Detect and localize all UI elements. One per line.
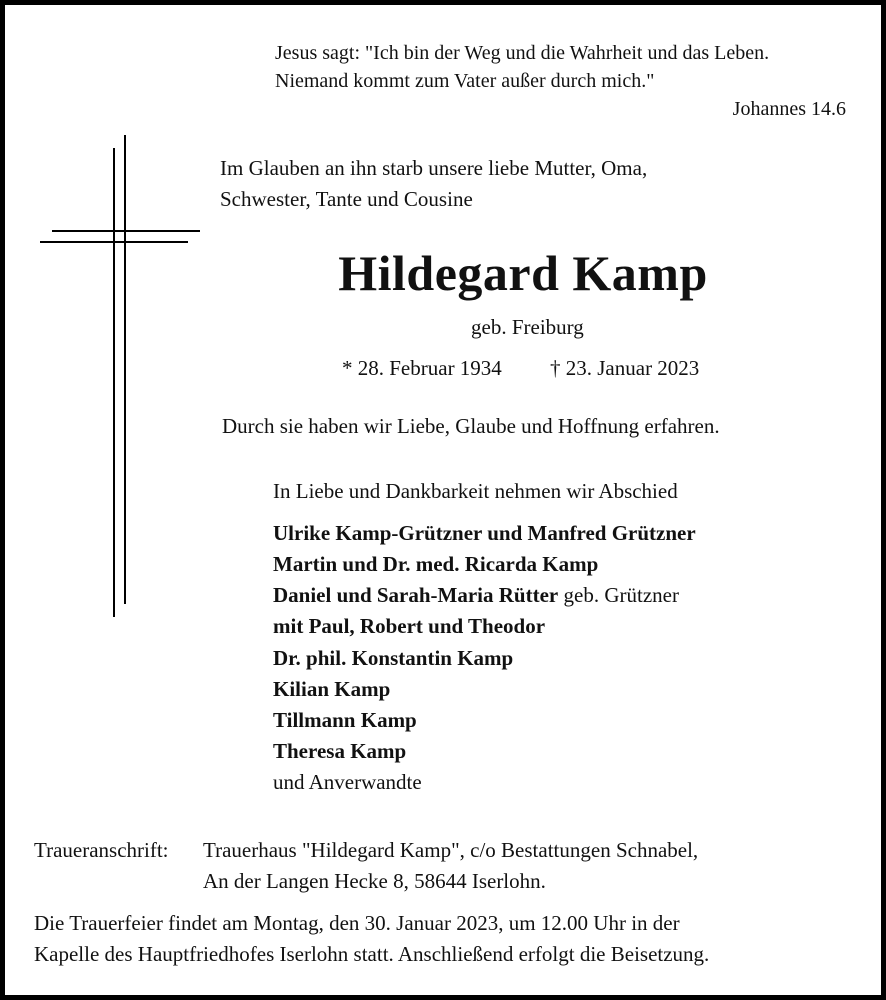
- mourner-4: mit Paul, Robert und Theodor: [273, 614, 546, 638]
- mourner-7: Tillmann Kamp: [273, 708, 417, 732]
- mourner-3: Daniel und Sarah-Maria Rütter: [273, 583, 559, 607]
- bible-quote-line-2: Niemand kommt zum Vater außer durch mich.": [275, 70, 655, 92]
- address-line-2: An der Langen Hecke 8, 58644 Iserlohn.: [203, 869, 546, 893]
- address-line-1: Trauerhaus "Hildegard Kamp", c/o Bestattungen Schnabel,: [203, 838, 699, 862]
- mourner-2: Martin und Dr. med. Ricarda Kamp: [273, 552, 599, 576]
- intro-line-2: Schwester, Tante und Cousine: [220, 187, 473, 211]
- service-line-1: Die Trauerfeier findet am Montag, den 30. Januar 2023, um 12.00 Uhr in der: [34, 911, 680, 935]
- address-label: Traueranschrift:: [34, 838, 169, 862]
- mourner-5: Dr. phil. Konstantin Kamp: [273, 646, 514, 670]
- bible-quote-reference: Johannes 14.6: [732, 98, 846, 120]
- mourner-3-suffix: geb. Grützner: [563, 583, 679, 607]
- mourner-8: Theresa Kamp: [273, 739, 407, 763]
- intro-line-1: Im Glauben an ihn starb unsere liebe Mutter, Oma,: [220, 156, 648, 180]
- death-date: † 23. Januar 2023: [550, 356, 700, 380]
- maiden-name: geb. Freiburg: [471, 315, 584, 339]
- service-line-2: Kapelle des Hauptfriedhofes Iserlohn statt. Anschließend erfolgt die Beisetzung.: [34, 942, 710, 966]
- motto: Durch sie haben wir Liebe, Glaube und Hoffnung erfahren.: [222, 414, 720, 438]
- deceased-name: Hildegard Kamp: [338, 245, 708, 301]
- relatives-line: und Anverwandte: [273, 770, 422, 794]
- mourner-3-row: [273, 585, 679, 606]
- mourner-1: Ulrike Kamp-Grützner und Manfred Grützner: [273, 521, 696, 545]
- bible-quote-line-1: Jesus sagt: "Ich bin der Weg und die Wahrheit und das Leben.: [275, 42, 770, 64]
- farewell-line: In Liebe und Dankbarkeit nehmen wir Abschied: [273, 479, 678, 503]
- mourner-6: Kilian Kamp: [273, 677, 391, 701]
- birth-date: * 28. Februar 1934: [342, 356, 502, 380]
